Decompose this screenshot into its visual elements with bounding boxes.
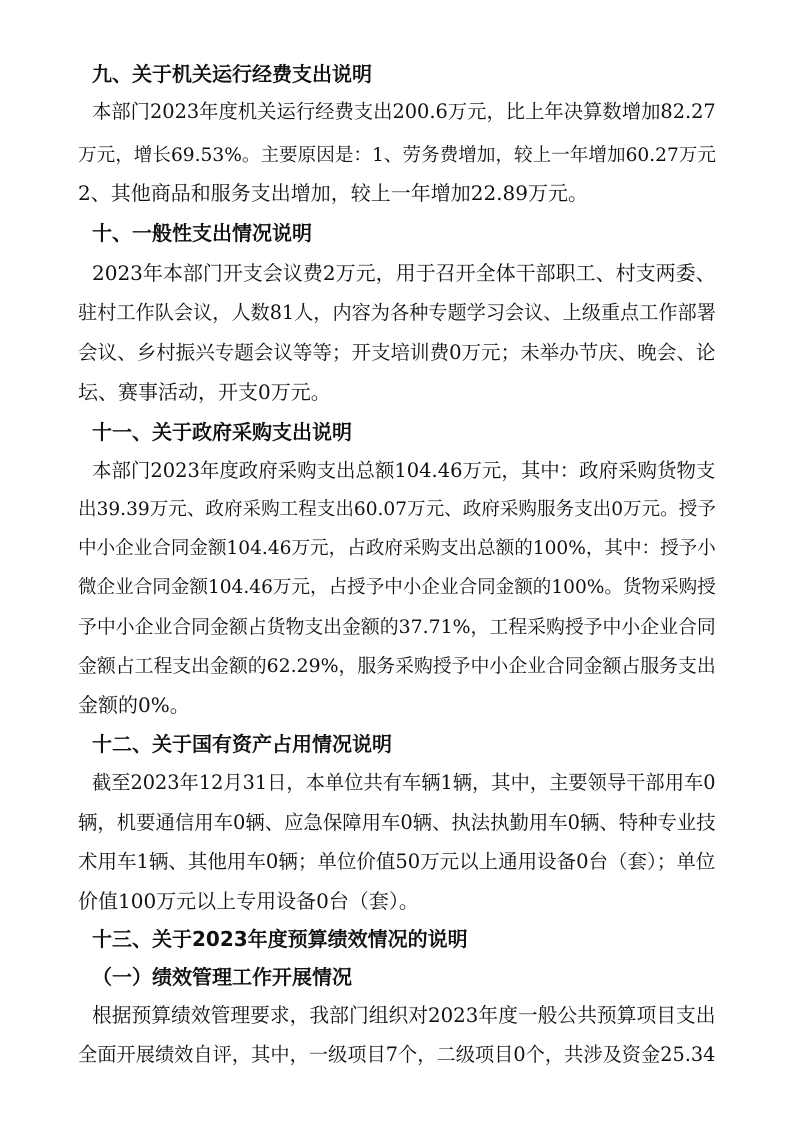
paragraph-line: 予中小企业合同金额占货物支出金额的37.71%，工程采购授予中小企业合同 <box>78 616 716 638</box>
paragraph-line: 本部门2023年度机关运行经费支出200.6万元，比上年决算数增加82.27 <box>92 100 716 123</box>
paragraph-line: 根据预算绩效管理要求，我部门组织对2023年度一般公共预算项目支出 <box>92 1004 716 1027</box>
paragraph-line: 截至2023年12月31日，本单位共有车辆1辆，其中，主要领导干部用车0 <box>92 771 716 794</box>
subsection-heading: （一）绩效管理工作开展情况 <box>92 965 352 989</box>
paragraph-line: 坛、赛事活动，开支0万元。 <box>78 380 331 404</box>
paragraph-line: 全面开展绩效自评，其中，一级项目7个，二级项目0个，共涉及资金25.34 <box>78 1043 716 1066</box>
paragraph-line: 驻村工作队会议，人数81人，内容为各种专题学习会议、上级重点工作部署 <box>78 301 716 324</box>
paragraph-line: 价值100万元以上专用设备0台（套）。 <box>78 889 419 913</box>
section-heading-9: 九、关于机关运行经费支出说明 <box>92 62 372 86</box>
paragraph-line: 微企业合同金额104.46万元，占授予中小企业合同金额的100%。货物采购授 <box>78 577 716 598</box>
paragraph-line: 2023年本部门开支会议费2万元，用于召开全体干部职工、村支两委、 <box>92 261 716 285</box>
paragraph-line: 出39.39万元、政府采购工程支出60.07万元、政府采购服务支出0万元。授予 <box>78 499 716 520</box>
section-heading-10: 十、一般性支出情况说明 <box>92 221 312 245</box>
section-heading-13: 十三、关于2023年度预算绩效情况的说明 <box>92 927 468 951</box>
section-heading-12: 十二、关于国有资产占用情况说明 <box>92 732 392 756</box>
paragraph-line: 本部门2023年度政府采购支出总额104.46万元，其中：政府采购货物支 <box>92 459 716 482</box>
paragraph-line: 2、其他商品和服务支出增加，较上一年增加22.89万元。 <box>78 181 588 205</box>
paragraph-line: 中小企业合同金额104.46万元，占政府采购支出总额的100%，其中：授予小 <box>78 538 716 559</box>
section-heading-11: 十一、关于政府采购支出说明 <box>92 420 352 444</box>
paragraph-line: 术用车1辆、其他用车0辆；单位价值50万元以上通用设备0台（套）；单位 <box>78 850 716 873</box>
paragraph-line: 金额的0%。 <box>78 693 190 717</box>
paragraph-line: 会议、乡村振兴专题会议等等；开支培训费0万元；未举办节庆、晚会、论 <box>78 341 716 364</box>
paragraph-line: 金额占工程支出金额的62.29%，服务采购授予中小企业合同金额占服务支出 <box>78 655 716 677</box>
paragraph-line: 辆，机要通信用车0辆、应急保障用车0辆、执法执勤用车0辆、特种专业技 <box>78 811 716 834</box>
paragraph-line: 万元，增长69.53%。主要原因是：1、劳务费增加，较上一年增加60.27万元 <box>78 145 716 166</box>
